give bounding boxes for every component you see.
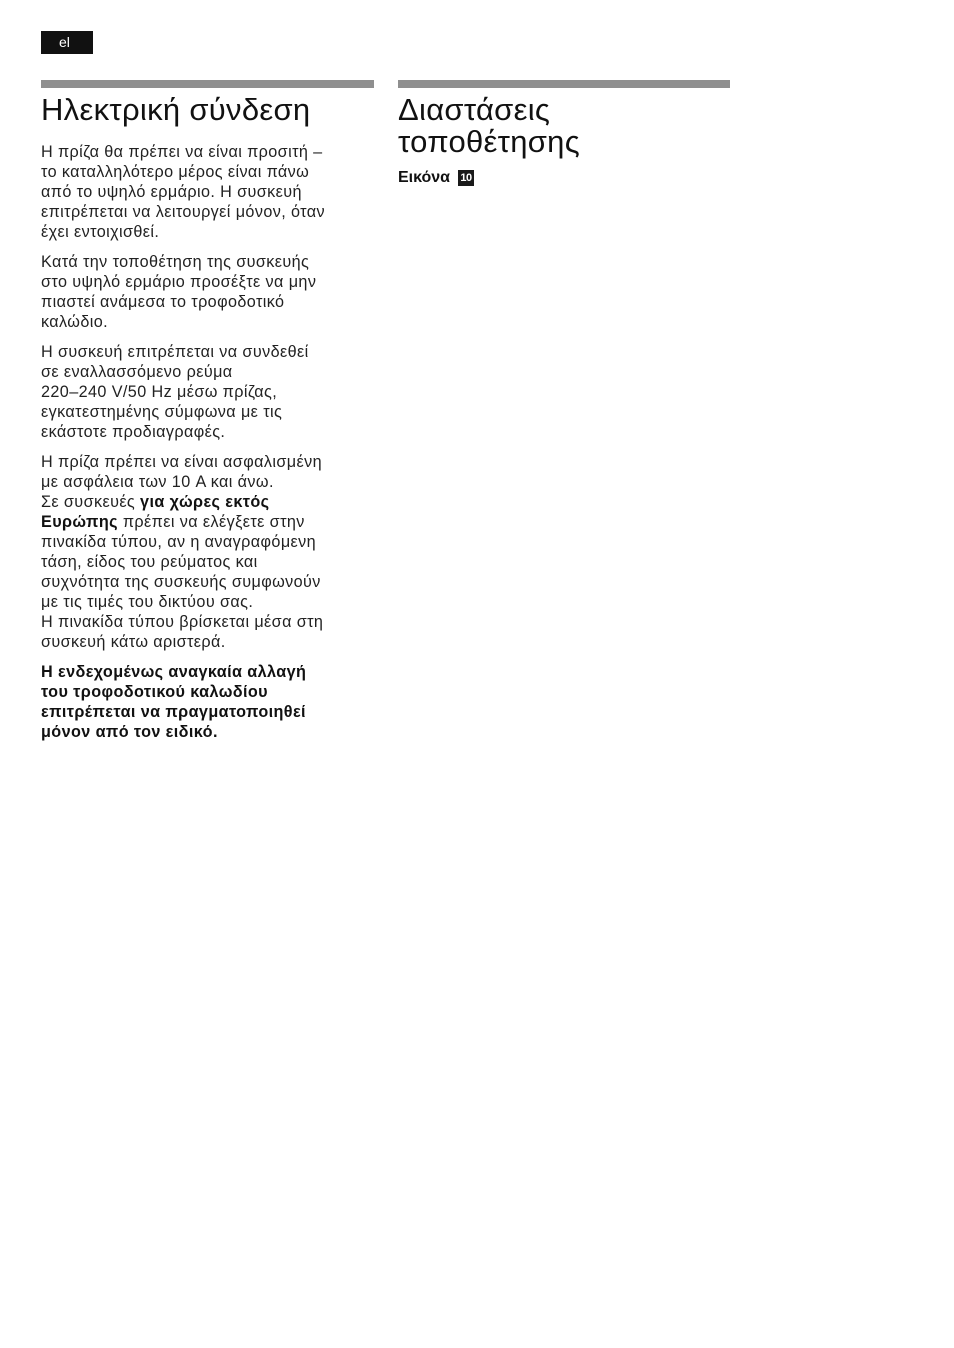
text-line: από το υψηλό ερμάριο. Η συσκευή — [41, 183, 302, 201]
text-line: στο υψηλό ερμάριο προσέξτε να μην — [41, 273, 317, 291]
electrical-connection-section — [41, 80, 374, 742]
section-rule — [398, 80, 730, 88]
bold-text: για χώρες εκτός — [140, 493, 270, 511]
text-line: εκάστοτε προδιαγραφές. — [41, 423, 226, 441]
text-run: πρέπει να ελέγξετε στην — [117, 513, 305, 531]
text-line: Η πινακίδα τύπου βρίσκεται μέσα στη — [41, 613, 324, 631]
section-title — [398, 94, 730, 158]
text-line: επιτρέπεται να λειτουργεί μόνον, όταν — [41, 203, 325, 221]
text-line: μόνον από τον ειδικό. — [41, 723, 218, 741]
text-line: Η πρίζα θα πρέπει να είναι προσιτή – — [41, 143, 323, 161]
text-line: 220–240 V/50 Hz μέσω πρίζας, — [41, 383, 278, 401]
text-line: συχνότητα της συσκευής συμφωνούν — [41, 573, 321, 591]
section-title: Ηλεκτρική σύνδεση — [41, 92, 311, 127]
paragraph-cable-caution — [41, 252, 374, 332]
bold-text: Ευρώπης — [41, 513, 118, 531]
text-line: επιτρέπεται να πραγματοποιηθεί — [41, 703, 306, 721]
paragraph-cable-replacement-warning — [41, 662, 374, 742]
text-line: με ασφάλεια των 10 A και άνω. — [41, 473, 274, 491]
figure-reference — [398, 168, 730, 188]
text-line: καλώδιο. — [41, 313, 109, 331]
text-line: Η συσκευή επιτρέπεται να συνδεθεί — [41, 343, 309, 361]
text-line: πιαστεί ανάμεσα το τροφοδοτικό — [41, 293, 285, 311]
text-line: με τις τιμές του δικτύου σας. — [41, 593, 254, 611]
text-line — [41, 512, 374, 532]
text-line: εγκατεστημένης σύμφωνα με τις — [41, 403, 283, 421]
text-line: το καταλληλότερο μέρος είναι πάνω — [41, 163, 310, 181]
text-run: Σε συσκευές — [41, 493, 141, 511]
text-line: του τροφοδοτικού καλωδίου — [41, 683, 268, 701]
text-line: τάση, είδος του ρεύματος και — [41, 553, 258, 571]
paragraph-power-supply — [41, 342, 374, 442]
text-line: Η πρίζα πρέπει να είναι ασφαλισμένη — [41, 453, 322, 471]
title-line: τοποθέτησης — [398, 124, 580, 159]
figure-label: Εικόνα — [398, 169, 451, 186]
installation-dimensions-section — [398, 80, 730, 188]
text-line: Κατά την τοποθέτηση της συσκευής — [41, 253, 310, 271]
figure-number-badge: 10 — [458, 170, 474, 186]
text-line: Η ενδεχομένως αναγκαία αλλαγή — [41, 663, 307, 681]
paragraph-socket-access — [41, 142, 374, 242]
text-line: συσκευή κάτω αριστερά. — [41, 633, 226, 651]
text-line: έχει εντοιχισθεί. — [41, 223, 160, 241]
paragraph-fuse-and-rating-plate — [41, 452, 374, 652]
text-line: πινακίδα τύπου, αν η αναγραφόμενη — [41, 533, 317, 551]
text-line: σε εναλλασσόμενο ρεύμα — [41, 363, 233, 381]
text-line — [41, 492, 374, 512]
language-tag: el — [41, 31, 93, 54]
section-rule — [41, 80, 374, 88]
title-line: Διαστάσεις — [398, 92, 551, 127]
